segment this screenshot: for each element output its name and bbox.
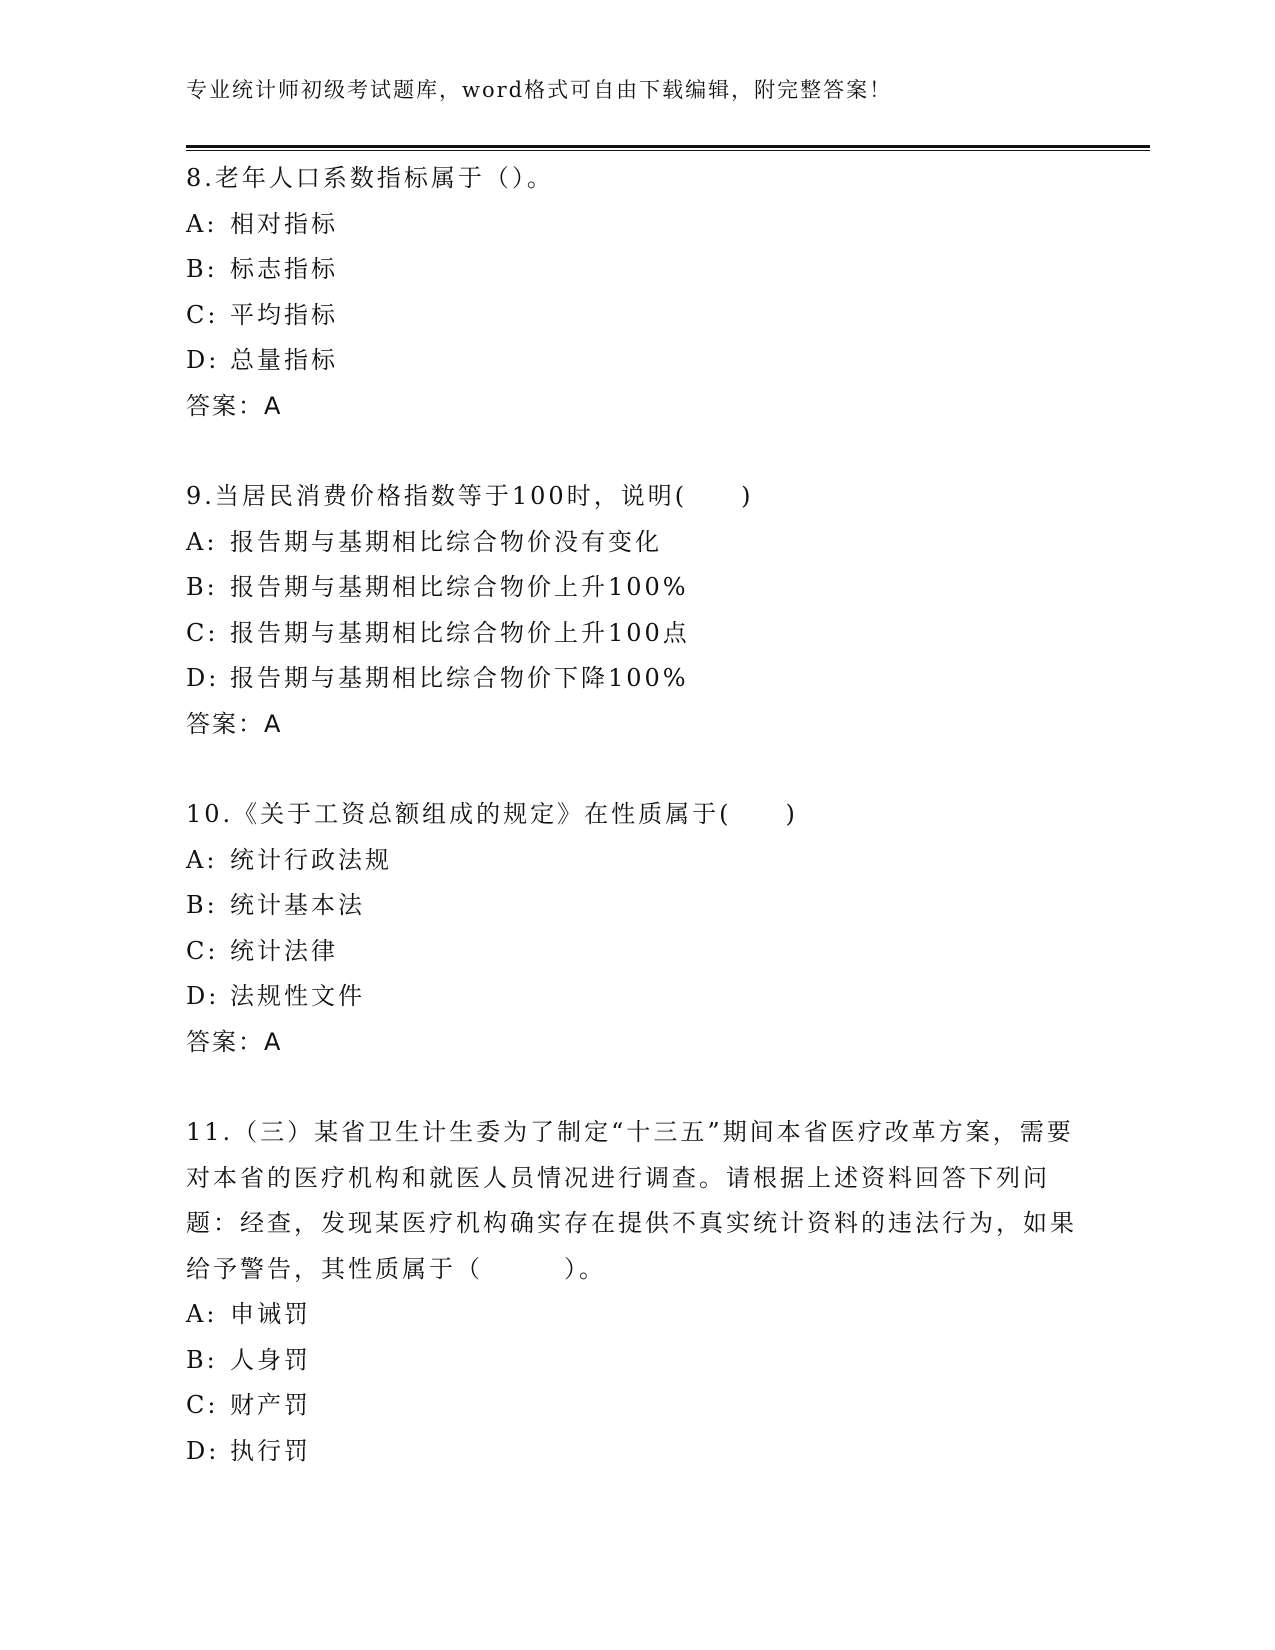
- option-letter: A:: [186, 527, 218, 556]
- option-letter: C:: [186, 936, 219, 965]
- option-letter: B:: [186, 891, 218, 919]
- option-b: [186, 565, 1086, 611]
- option-letter: A:: [186, 209, 218, 238]
- answer-line: 答案：A: [186, 1027, 283, 1056]
- option-letter: D:: [186, 664, 220, 692]
- option-b: [186, 247, 1086, 293]
- option-letter: D:: [186, 982, 220, 1010]
- option-text: 报告期与基期相比综合物价上升100点: [230, 618, 690, 647]
- option-a: [186, 202, 1086, 248]
- option-letter: B:: [186, 255, 218, 283]
- option-d: [186, 656, 1086, 702]
- answer-line: 答案：A: [186, 391, 283, 420]
- option-letter: B:: [186, 1345, 218, 1374]
- option-text: 相对指标: [230, 209, 338, 238]
- question-text: 9.当居民消费价格指数等于100时，说明( ): [186, 482, 754, 510]
- header-rule-thin: [186, 150, 1150, 151]
- option-letter: D:: [186, 346, 220, 374]
- option-letter: C:: [186, 300, 219, 329]
- option-letter: D:: [186, 1436, 220, 1465]
- option-d: [186, 1429, 1086, 1475]
- option-c: [186, 929, 1086, 975]
- option-c: [186, 611, 1086, 657]
- option-letter: C:: [186, 618, 219, 647]
- question-text: 11.（三）某省卫生计生委为了制定“十三五”期间本省医疗改革方案，需要对本省的医疗机构和就医人员情况进行调查。请根据上述资料回答下列问题：经查，发现某医疗机构确实存在提供不真实统计资料的违法行为，如果给予警告，其性质属于（ ）。: [186, 1118, 1077, 1283]
- option-a: [186, 838, 1086, 884]
- option-text: 统计法律: [230, 936, 338, 965]
- question-9: [186, 474, 1086, 747]
- option-text: 报告期与基期相比综合物价下降100%: [230, 664, 689, 692]
- question-8: [186, 156, 1086, 429]
- option-text: 法规性文件: [230, 982, 365, 1010]
- option-text: 财产罚: [230, 1391, 311, 1419]
- option-b: [186, 1338, 1086, 1384]
- option-text: 报告期与基期相比综合物价没有变化: [230, 527, 662, 556]
- option-text: 人身罚: [230, 1345, 311, 1374]
- option-a: [186, 1292, 1086, 1338]
- option-text: 平均指标: [230, 300, 338, 329]
- question-text: 10.《关于工资总额组成的规定》在性质属于( ): [186, 800, 798, 828]
- option-c: [186, 293, 1086, 339]
- option-text: 总量指标: [230, 346, 338, 374]
- question-list: [186, 156, 1086, 1519]
- option-text: 统计行政法规: [230, 845, 392, 874]
- option-c: [186, 1383, 1086, 1429]
- option-text: 统计基本法: [230, 891, 365, 919]
- option-a: [186, 520, 1086, 566]
- option-d: [186, 338, 1086, 384]
- option-d: [186, 974, 1086, 1020]
- option-text: 申诫罚: [230, 1300, 311, 1328]
- question-text: 8.老年人口系数指标属于（）。: [186, 164, 554, 192]
- option-letter: A:: [186, 1300, 218, 1328]
- option-b: [186, 883, 1086, 929]
- option-letter: A:: [186, 845, 218, 874]
- option-letter: B:: [186, 573, 218, 601]
- answer-line: 答案：A: [186, 709, 283, 738]
- document-header: 专业统计师初级考试题库，word格式可自由下载编辑，附完整答案！: [186, 78, 893, 102]
- option-text: 执行罚: [230, 1436, 311, 1465]
- question-10: [186, 792, 1086, 1065]
- option-letter: C:: [186, 1391, 219, 1419]
- option-text: 标志指标: [230, 255, 338, 283]
- header-rule-thick: [186, 145, 1150, 148]
- option-text: 报告期与基期相比综合物价上升100%: [230, 573, 689, 601]
- question-11: [186, 1110, 1086, 1474]
